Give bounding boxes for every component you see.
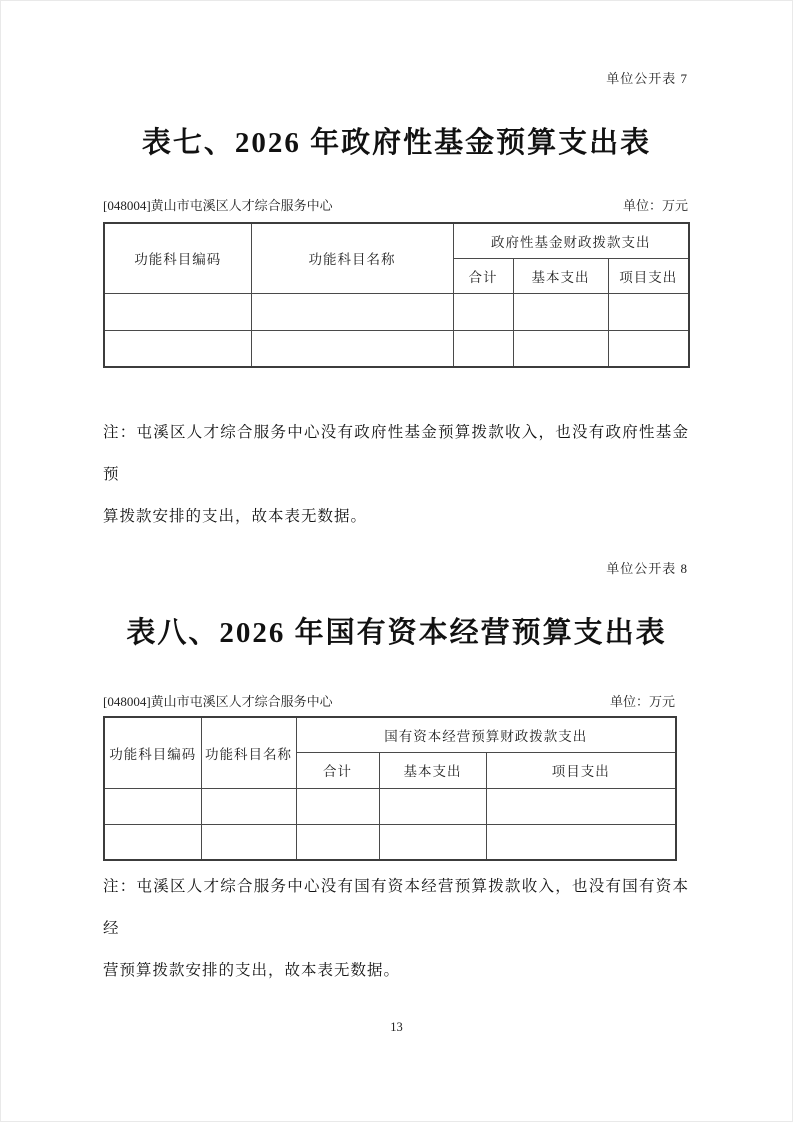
table7-unit-label: 单位：万元: [622, 198, 688, 213]
table8-col-code-header: 功能科目编码: [104, 717, 201, 788]
table7-group-header: 政府性基金财政拨款支出: [453, 223, 689, 258]
table7-gov-fund-budget: [103, 222, 690, 368]
empty-cell: [296, 824, 379, 860]
empty-cell: [608, 293, 689, 330]
empty-cell: [201, 824, 296, 860]
empty-cell: [104, 788, 201, 824]
empty-cell: [296, 788, 379, 824]
table8-state-capital-budget: [103, 716, 677, 861]
table8-org-code-name: [048004]黄山市屯溪区人才综合服务中心: [103, 694, 333, 709]
empty-cell: [104, 293, 251, 330]
sheet-label-8: 单位公开表 8: [606, 561, 688, 576]
table8-note-line-2: 营预算拨款安排的支出，故本表无数据。: [103, 962, 401, 979]
table7-subheader-total: 合计: [453, 258, 513, 293]
table7-caption-row: [103, 195, 688, 214]
table8-col-name-header: 功能科目名称: [201, 717, 296, 788]
table8-subheader-project: 项目支出: [486, 752, 676, 788]
table8-note: [103, 866, 689, 992]
table8-title: 表八、2026 年国有资本经营预算支出表: [126, 617, 667, 649]
empty-cell: [104, 824, 201, 860]
empty-cell: [513, 330, 608, 367]
table8-note-line-1: 注：屯溪区人才综合服务中心没有国有资本经营预算拨款收入，也没有国有资本经: [103, 878, 689, 937]
table-row: [104, 293, 689, 330]
empty-cell: [379, 824, 486, 860]
empty-cell: [453, 330, 513, 367]
empty-cell: [513, 293, 608, 330]
table-row: [104, 824, 676, 860]
table7-col-name-header: 功能科目名称: [251, 223, 453, 293]
empty-cell: [201, 788, 296, 824]
table8-subheader-total: 合计: [296, 752, 379, 788]
table7-subheader-basic: 基本支出: [513, 258, 608, 293]
table8-group-header: 国有资本经营预算财政拨款支出: [296, 717, 676, 752]
empty-cell: [104, 330, 251, 367]
page-number: 13: [390, 1020, 403, 1034]
table7-note: [103, 412, 689, 538]
table-row: [104, 330, 689, 367]
table7-note-line-1: 注：屯溪区人才综合服务中心没有政府性基金预算拨款收入，也没有政府性基金预: [103, 424, 689, 483]
sheet-label-7: 单位公开表 7: [606, 71, 688, 86]
empty-cell: [486, 824, 676, 860]
table7-col-code-header: 功能科目编码: [104, 223, 251, 293]
table-row: [104, 788, 676, 824]
table7-title: 表七、2026 年政府性基金预算支出表: [141, 127, 652, 159]
empty-cell: [251, 293, 453, 330]
empty-cell: [251, 330, 453, 367]
empty-cell: [486, 788, 676, 824]
table8-caption-row: [103, 691, 675, 710]
table7-subheader-project: 项目支出: [608, 258, 689, 293]
empty-cell: [608, 330, 689, 367]
table8-header-row-1: [104, 717, 676, 752]
table7-org-code-name: [048004]黄山市屯溪区人才综合服务中心: [103, 198, 333, 213]
empty-cell: [453, 293, 513, 330]
table8-unit-label: 单位：万元: [609, 694, 675, 709]
table7-header-row-1: [104, 223, 689, 258]
table8-subheader-basic: 基本支出: [379, 752, 486, 788]
table7-note-line-2: 算拨款安排的支出，故本表无数据。: [103, 508, 368, 525]
empty-cell: [379, 788, 486, 824]
